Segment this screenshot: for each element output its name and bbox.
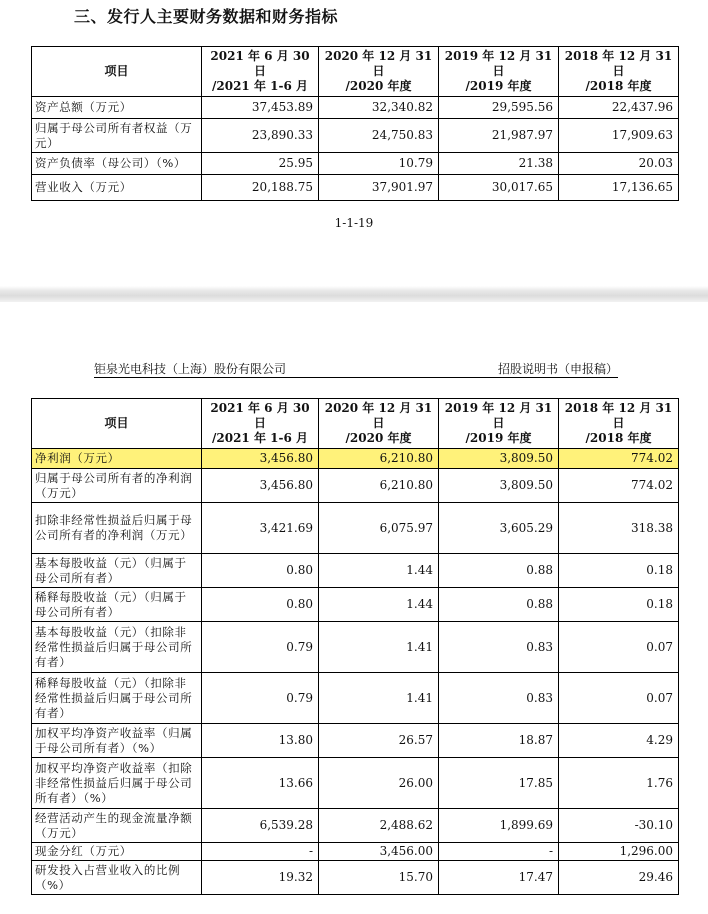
value-cell: 0.79 (202, 673, 319, 724)
value-cell: 29.46 (559, 861, 679, 895)
value-cell: 17.47 (439, 861, 559, 895)
table-row (32, 724, 679, 758)
column-header-2019: 2019 年 12 月 31 日 /2019 年度 (439, 47, 559, 97)
column-header-item: 项目 (32, 399, 202, 449)
value-cell: 1,296.00 (559, 843, 679, 861)
value-cell: 0.18 (559, 554, 679, 588)
document-name: 招股说明书（申报稿） (497, 362, 618, 376)
value-cell: 3,809.50 (439, 449, 559, 469)
column-header-item: 项目 (32, 47, 202, 97)
row-label: 稀释每股收益（元）（归属于母公司所有者） (32, 588, 202, 622)
value-cell: 26.57 (319, 724, 439, 758)
value-cell: - (439, 843, 559, 861)
value-cell: 1.76 (559, 758, 679, 809)
table-row (32, 843, 679, 861)
value-cell: 1.41 (319, 673, 439, 724)
value-cell: 21.38 (439, 153, 559, 175)
row-label: 扣除非经常性损益后归属于母公司所有者的净利润（万元） (32, 503, 202, 554)
value-cell: 0.83 (439, 622, 559, 673)
value-cell: 6,210.80 (319, 449, 439, 469)
value-cell: 19.32 (202, 861, 319, 895)
table-row (32, 673, 679, 724)
value-cell: - (202, 843, 319, 861)
value-cell: 4.29 (559, 724, 679, 758)
value-cell: -30.10 (559, 809, 679, 843)
value-cell: 6,539.28 (202, 809, 319, 843)
value-cell: 10.79 (319, 153, 439, 175)
table-row (32, 861, 679, 895)
section-title: 三、发行人主要财务数据和财务指标 (74, 7, 339, 26)
value-cell: 0.88 (439, 554, 559, 588)
value-cell: 774.02 (559, 449, 679, 469)
value-cell: 3,456.00 (319, 843, 439, 861)
value-cell: 1.44 (319, 554, 439, 588)
value-cell: 25.95 (202, 153, 319, 175)
row-label: 资产总额（万元） (32, 97, 202, 119)
value-cell: 29,595.56 (439, 97, 559, 119)
company-name: 钜泉光电科技（上海）股份有限公司 (94, 362, 287, 376)
row-label: 现金分红（万元） (32, 843, 202, 861)
value-cell: 6,075.97 (319, 503, 439, 554)
value-cell: 1,899.69 (439, 809, 559, 843)
column-header-2020: 2020 年 12 月 31 日 /2020 年度 (319, 47, 439, 97)
value-cell: 24,750.83 (319, 119, 439, 153)
value-cell: 0.80 (202, 554, 319, 588)
table-row (32, 153, 679, 175)
value-cell: 0.88 (439, 588, 559, 622)
value-cell: 17,909.63 (559, 119, 679, 153)
table-row (32, 588, 679, 622)
value-cell: 0.07 (559, 622, 679, 673)
value-cell: 13.66 (202, 758, 319, 809)
row-label: 经营活动产生的现金流量净额（万元） (32, 809, 202, 843)
value-cell: 774.02 (559, 469, 679, 503)
column-header-2021: 2021 年 6 月 30 日 /2021 年 1-6 月 (202, 47, 319, 97)
value-cell: 0.07 (559, 673, 679, 724)
value-cell: 1.41 (319, 622, 439, 673)
value-cell: 15.70 (319, 861, 439, 895)
value-cell: 17.85 (439, 758, 559, 809)
value-cell: 1.44 (319, 588, 439, 622)
row-label: 归属于母公司所有者的净利润（万元） (32, 469, 202, 503)
column-header-2018: 2018 年 12 月 31 日 /2018 年度 (559, 399, 679, 449)
value-cell: 22,437.96 (559, 97, 679, 119)
value-cell: 318.38 (559, 503, 679, 554)
table-row (32, 809, 679, 843)
value-cell: 37,453.89 (202, 97, 319, 119)
value-cell: 3,809.50 (439, 469, 559, 503)
table-row (32, 469, 679, 503)
value-cell: 0.18 (559, 588, 679, 622)
value-cell: 6,210.80 (319, 469, 439, 503)
row-label: 加权平均净资产收益率（扣除非经常性损益后归属于母公司所有者）（%） (32, 758, 202, 809)
value-cell: 2,488.62 (319, 809, 439, 843)
value-cell: 0.80 (202, 588, 319, 622)
row-label: 加权平均净资产收益率（归属于母公司所有者）（%） (32, 724, 202, 758)
value-cell: 3,605.29 (439, 503, 559, 554)
value-cell: 32,340.82 (319, 97, 439, 119)
table-row (32, 97, 679, 119)
row-label: 营业收入（万元） (32, 175, 202, 201)
value-cell: 21,987.97 (439, 119, 559, 153)
table-row-highlighted (32, 449, 679, 469)
row-label: 稀释每股收益（元）（扣除非经常性损益后归属于母公司所有者） (32, 673, 202, 724)
value-cell: 13.80 (202, 724, 319, 758)
table-row (32, 554, 679, 588)
page-separator (0, 286, 708, 302)
column-header-2018: 2018 年 12 月 31 日 /2018 年度 (559, 47, 679, 97)
row-label: 研发投入占营业收入的比例（%） (32, 861, 202, 895)
table-row (32, 622, 679, 673)
table-row (32, 503, 679, 554)
value-cell: 26.00 (319, 758, 439, 809)
column-header-2019: 2019 年 12 月 31 日 /2019 年度 (439, 399, 559, 449)
financial-data-table-continued (31, 398, 679, 895)
value-cell: 37,901.97 (319, 175, 439, 201)
financial-data-table-top (31, 46, 679, 201)
value-cell: 0.83 (439, 673, 559, 724)
column-header-2020: 2020 年 12 月 31 日 /2020 年度 (319, 399, 439, 449)
page-number: 1-1-19 (334, 216, 374, 230)
value-cell: 3,456.80 (202, 449, 319, 469)
table-header-row (32, 47, 679, 97)
row-label: 资产负债率（母公司）（%） (32, 153, 202, 175)
value-cell: 20.03 (559, 153, 679, 175)
row-label: 基本每股收益（元）（归属于母公司所有者） (32, 554, 202, 588)
value-cell: 18.87 (439, 724, 559, 758)
value-cell: 20,188.75 (202, 175, 319, 201)
value-cell: 17,136.65 (559, 175, 679, 201)
row-label: 归属于母公司所有者权益（万元） (32, 119, 202, 153)
table-row (32, 758, 679, 809)
value-cell: 30,017.65 (439, 175, 559, 201)
column-header-2021: 2021 年 6 月 30 日 /2021 年 1-6 月 (202, 399, 319, 449)
value-cell: 3,456.80 (202, 469, 319, 503)
value-cell: 23,890.33 (202, 119, 319, 153)
table-header-row (32, 399, 679, 449)
table-row (32, 175, 679, 201)
value-cell: 3,421.69 (202, 503, 319, 554)
row-label: 净利润（万元） (32, 449, 202, 469)
row-label: 基本每股收益（元）（扣除非经常性损益后归属于母公司所有者） (32, 622, 202, 673)
value-cell: 0.79 (202, 622, 319, 673)
table-row (32, 119, 679, 153)
running-header (94, 360, 618, 378)
